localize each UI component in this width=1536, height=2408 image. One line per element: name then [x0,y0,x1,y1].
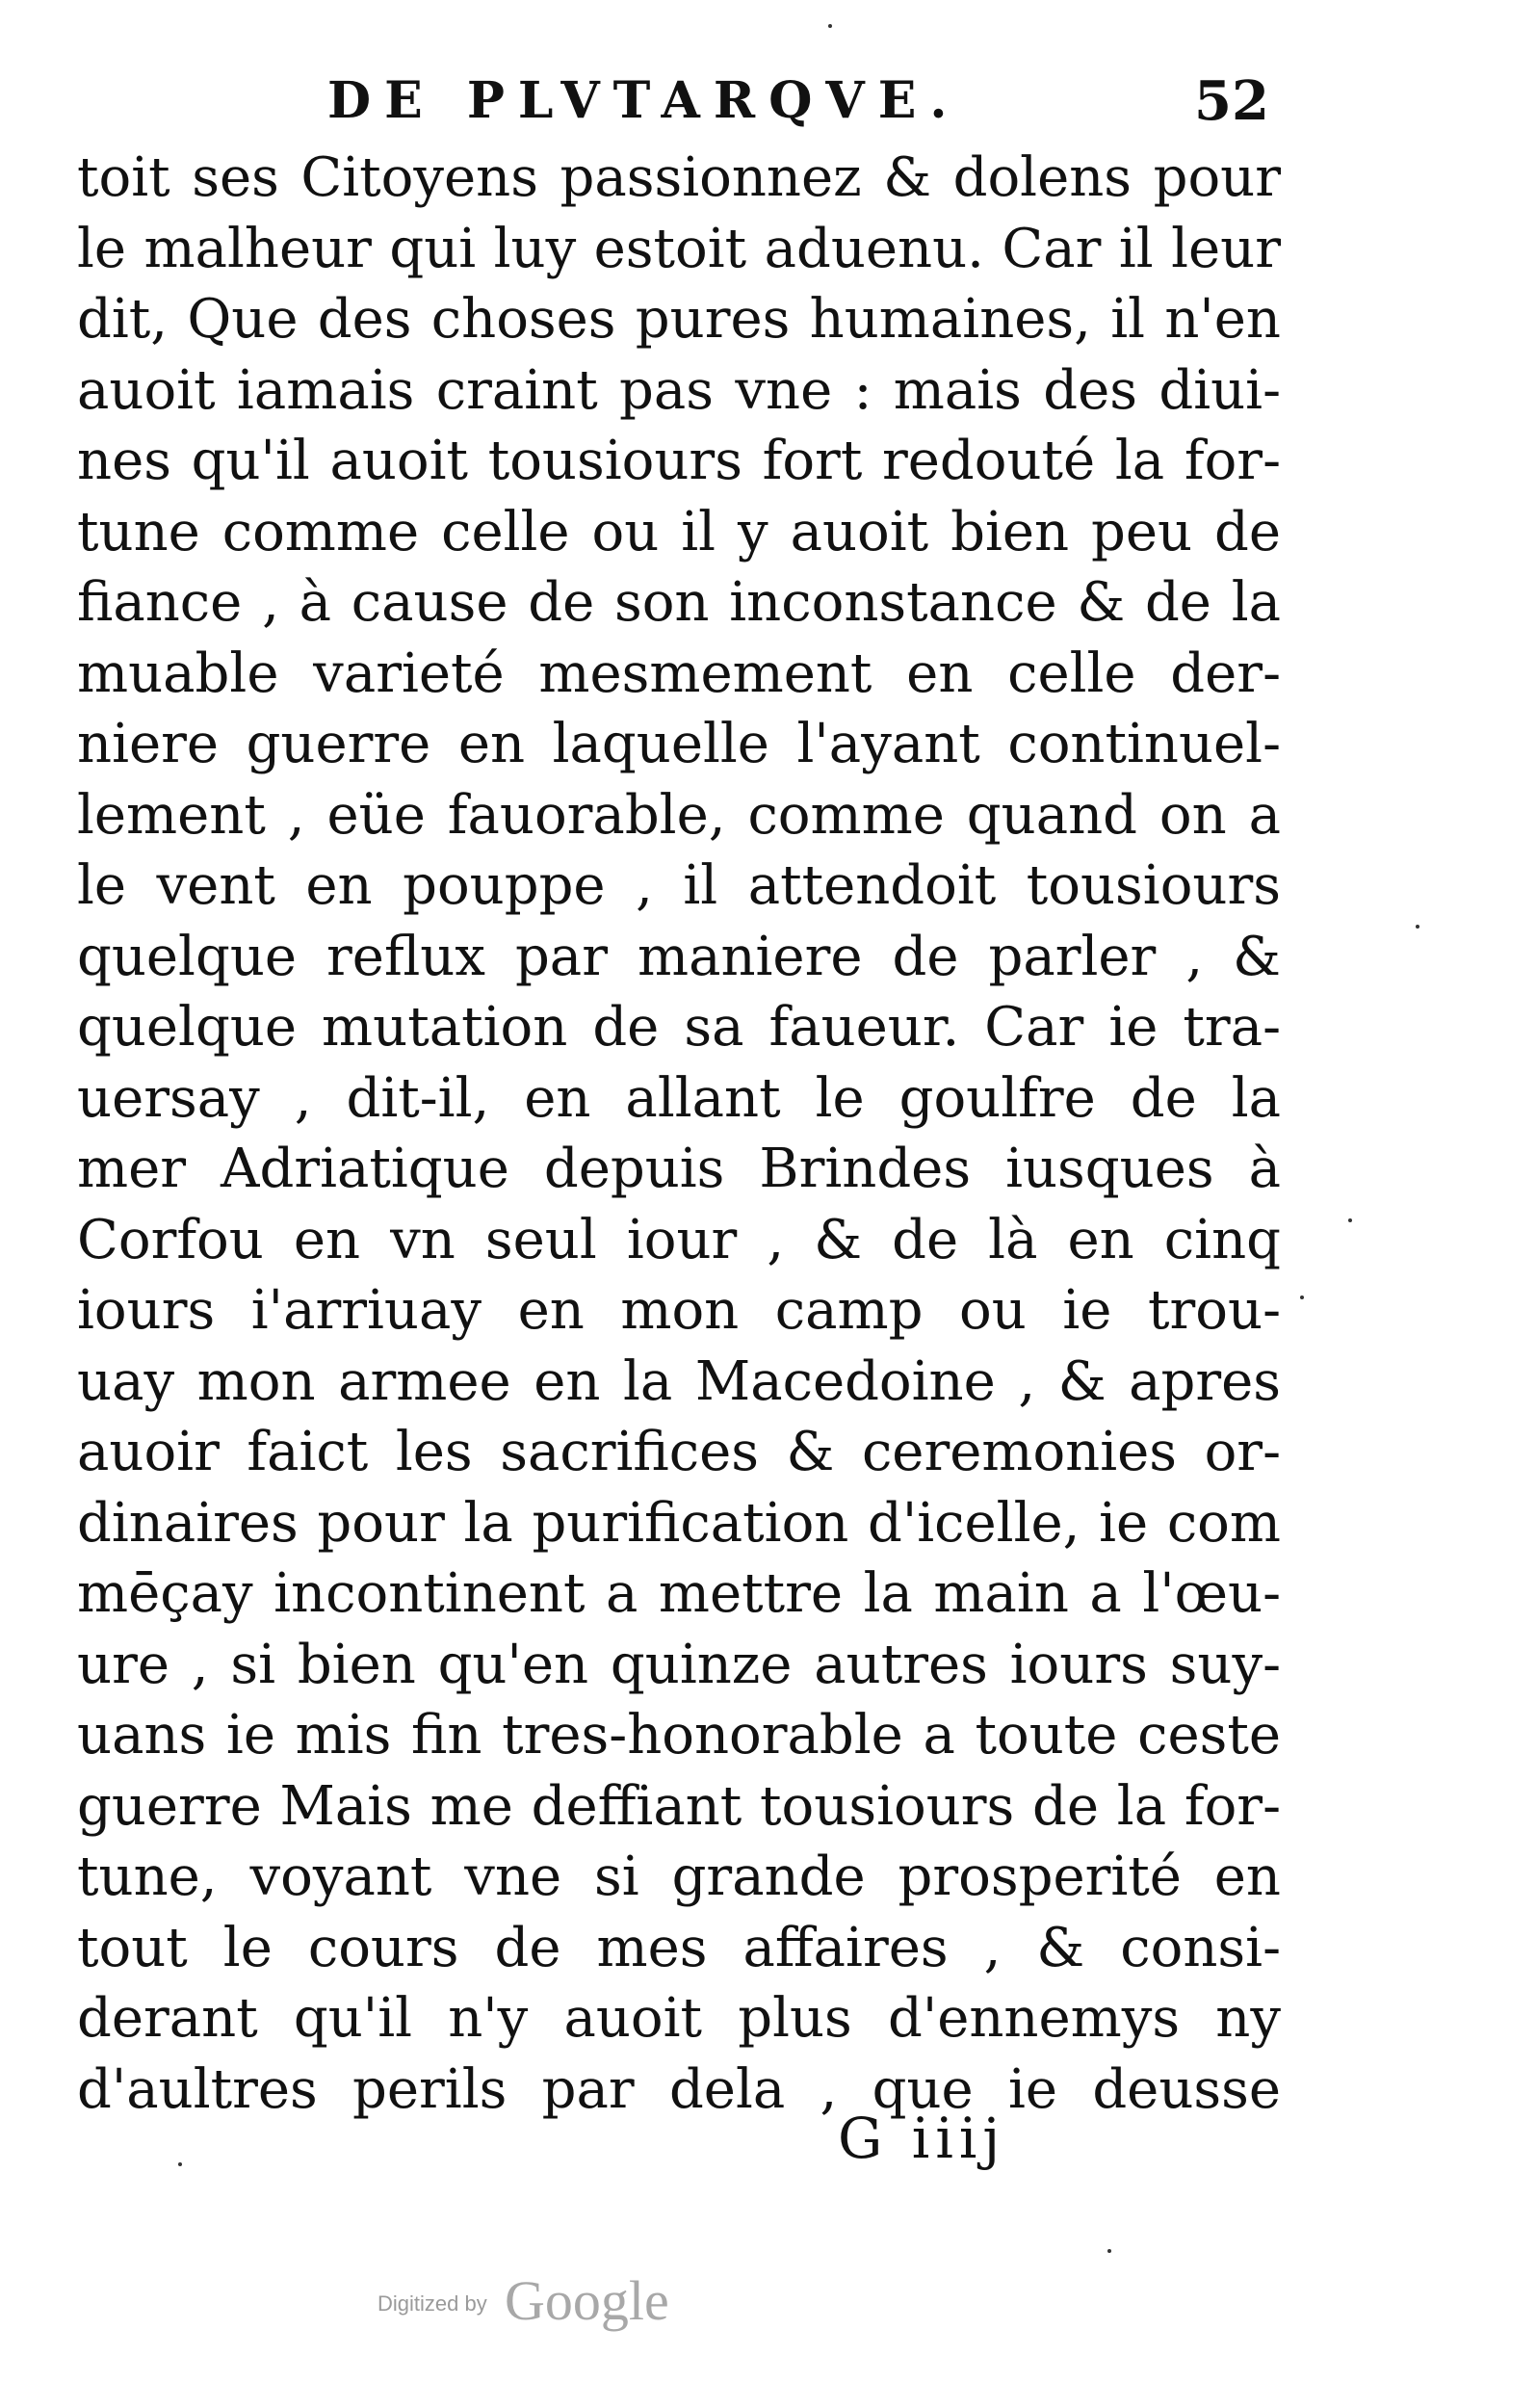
text-line: tout le cours de mes affaires , & consi- [77,1916,1281,1979]
signature-mark: G iiij [838,2106,1006,2171]
text-line: muable varieté mesmement en celle der- [77,641,1281,705]
digitized-by-text: Digitized by [377,2291,487,2316]
text-line: d'aultres perils par dela , que ie deusse [77,2057,1281,2121]
text-line: auoit iamais craint pas vne : mais des diui- [77,358,1281,422]
text-line: le vent en pouppe , il attendoit tousiours [77,854,1281,917]
text-line: tune, voyant vne si grande prosperité en [77,1845,1281,1908]
text-line: uersay , dit-il, en allant le goulfre de la [77,1066,1281,1130]
text-line: mer Adriatique depuis Brindes iusques à [77,1138,1281,1200]
scan-speck [1107,2249,1111,2253]
text-line: dinaires pour la purification d'icelle, ie com [77,1491,1281,1555]
page-number: 52 [1194,69,1269,133]
google-logo: Google [505,2269,669,2332]
scan-speck [1300,1296,1304,1299]
text-line: tune comme celle ou il y auoit bien peu de [77,500,1281,563]
text-line: le malheur qui luy estoit aduenu. Car il leur [77,217,1281,280]
text-line: derant qu'il n'y auoit plus d'ennemys ny [77,1987,1281,2050]
text-line: iours i'arriuay en mon camp ou ie trou- [77,1279,1281,1342]
text-line: dit, Que des choses pures humaines, il n'en [77,288,1281,351]
text-line: auoir faict les sacrifices & ceremonies or- [77,1421,1281,1483]
text-line: guerre Mais me deffiant tousiours de la for- [77,1774,1281,1838]
running-head [327,67,1290,135]
text-line: mēçay incontinent a mettre la main a l'œu- [77,1562,1281,1625]
running-title: DE PLVTARQVE. [327,71,961,130]
text-line: nes qu'il auoit tousiours fort redouté la for- [77,430,1281,492]
text-line: uans ie mis fin tres-honorable a toute ceste [77,1704,1281,1767]
body-text [77,143,1281,2125]
text-line: uay mon armee en la Macedoine , & apres [77,1349,1281,1413]
scan-speck [1416,925,1419,929]
text-line: quelque reflux par maniere de parler , & [77,925,1281,988]
scan-speck [1348,1218,1352,1222]
text-line: fiance , à cause de son inconstance & de la [77,571,1281,634]
scan-speck [828,24,832,28]
text-line: niere guerre en laquelle l'ayant continuel- [77,713,1281,775]
text-line: Corfou en vn seul iour , & de là en cinq [77,1208,1281,1271]
text-line: quelque mutation de sa faueur. Car ie tra- [77,996,1281,1059]
text-line: lement , eüe fauorable, comme quand on a [77,783,1281,847]
text-line: toit ses Citoyens passionnez & dolens pour [77,146,1281,209]
scan-speck [178,2162,182,2166]
text-line: ure , si bien qu'en quinze autres iours suy- [77,1633,1281,1696]
